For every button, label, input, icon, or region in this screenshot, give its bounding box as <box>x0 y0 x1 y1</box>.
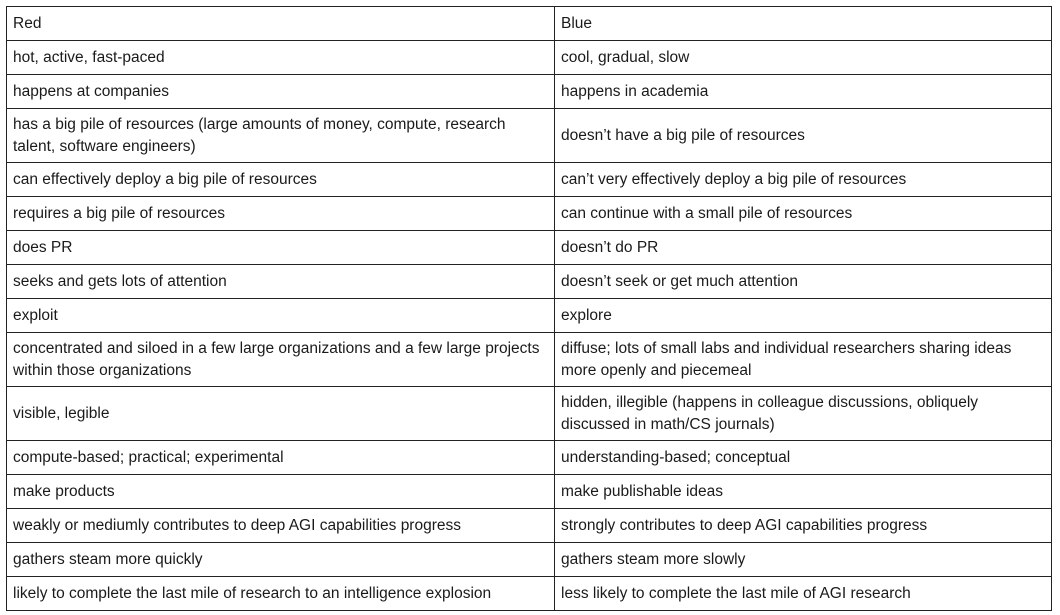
cell-red: requires a big pile of resources <box>7 197 555 231</box>
cell-blue: doesn’t seek or get much attention <box>555 265 1052 299</box>
cell-red: concentrated and siloed in a few large organizations and a few large projects within those organizations <box>7 333 555 387</box>
table-row <box>7 577 1052 611</box>
cell-red: happens at companies <box>7 75 555 109</box>
cell-red: visible, legible <box>7 387 555 441</box>
cell-blue: hidden, illegible (happens in colleague discussions, obliquely discussed in math/CS journals) <box>555 387 1052 441</box>
cell-red: exploit <box>7 299 555 333</box>
table-row <box>7 75 1052 109</box>
table-row <box>7 509 1052 543</box>
table-row <box>7 475 1052 509</box>
cell-blue: happens in academia <box>555 75 1052 109</box>
cell-blue: strongly contributes to deep AGI capabilities progress <box>555 509 1052 543</box>
cell-blue: understanding-based; conceptual <box>555 441 1052 475</box>
cell-blue: doesn’t do PR <box>555 231 1052 265</box>
cell-red: seeks and gets lots of attention <box>7 265 555 299</box>
cell-red: hot, active, fast-paced <box>7 41 555 75</box>
cell-blue: can continue with a small pile of resources <box>555 197 1052 231</box>
cell-red: can effectively deploy a big pile of resources <box>7 163 555 197</box>
table-row <box>7 387 1052 441</box>
comparison-table-container <box>6 6 1051 611</box>
table-row <box>7 231 1052 265</box>
table-row <box>7 109 1052 163</box>
table-row <box>7 197 1052 231</box>
cell-blue: explore <box>555 299 1052 333</box>
cell-blue: gathers steam more slowly <box>555 543 1052 577</box>
header-row <box>7 7 1052 41</box>
cell-red: gathers steam more quickly <box>7 543 555 577</box>
cell-blue: doesn’t have a big pile of resources <box>555 109 1052 163</box>
cell-red: make products <box>7 475 555 509</box>
table-row <box>7 299 1052 333</box>
table-row <box>7 543 1052 577</box>
table-row <box>7 333 1052 387</box>
cell-red: compute-based; practical; experimental <box>7 441 555 475</box>
red-blue-comparison-table <box>6 6 1052 611</box>
cell-blue: make publishable ideas <box>555 475 1052 509</box>
cell-red: has a big pile of resources (large amounts of money, compute, research talent, software engineers) <box>7 109 555 163</box>
cell-blue: can’t very effectively deploy a big pile of resources <box>555 163 1052 197</box>
cell-red: likely to complete the last mile of research to an intelligence explosion <box>7 577 555 611</box>
table-row <box>7 441 1052 475</box>
cell-red: weakly or mediumly contributes to deep AGI capabilities progress <box>7 509 555 543</box>
table-row <box>7 265 1052 299</box>
table-row <box>7 163 1052 197</box>
cell-blue: cool, gradual, slow <box>555 41 1052 75</box>
header-red: Red <box>7 7 555 41</box>
cell-blue: less likely to complete the last mile of AGI research <box>555 577 1052 611</box>
header-blue: Blue <box>555 7 1052 41</box>
cell-blue: diffuse; lots of small labs and individual researchers sharing ideas more openly and piecemeal <box>555 333 1052 387</box>
cell-red: does PR <box>7 231 555 265</box>
table-row <box>7 41 1052 75</box>
